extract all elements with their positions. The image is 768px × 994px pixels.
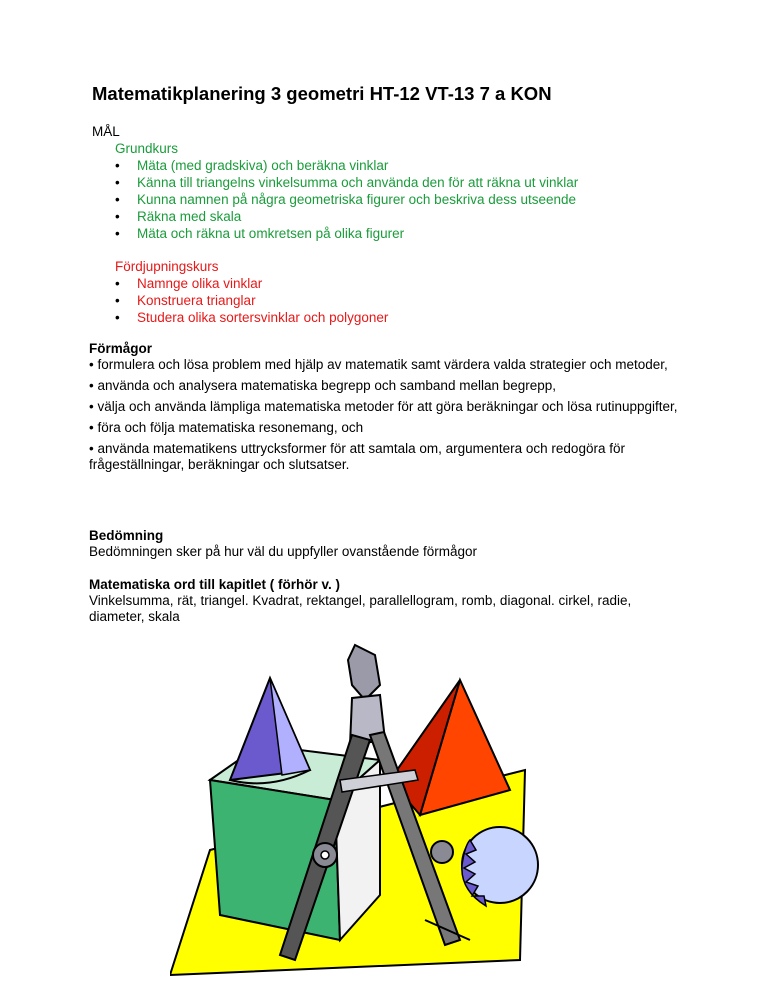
list-item: • Mäta och räkna ut omkretsen på olika figurer [115,225,578,242]
pyramid-shape [390,680,510,815]
grundkurs-list [115,157,578,242]
list-item: • Kunna namnen på några geometriska figurer och beskriva dess utseende [115,191,578,208]
formagor-item: • formulera och lösa problem med hjälp av matematik samt värdera valda strategier och metoder, [89,357,668,372]
formagor-item: • använda och analysera matematiska begrepp och samband mellan begrepp, [89,378,557,393]
list-item: • Konstruera trianglar [115,292,388,309]
ord-text: Vinkelsumma, rät, triangel. Kvadrat, rektangel, parallellogram, romb, diagonal. cirkel, radie, diameter, skala [89,593,632,624]
list-item: • Mäta (med gradskiva) och beräkna vinklar [115,157,578,174]
list-item: • Känna till triangelns vinkelsumma och använda den för att räkna ut vinklar [115,174,578,191]
sphere-shape [462,827,538,906]
grundkurs-heading: Grundkurs [115,141,179,156]
bedomning-section [89,528,689,560]
bedomning-text: Bedömningen sker på hur väl du uppfyller ovanstående förmågor [89,544,477,559]
formagor-heading: Förmågor [89,341,153,356]
fordjupning-heading: Fördjupningskurs [115,259,219,274]
fordjupning-section [115,258,388,326]
bedomning-heading: Bedömning [89,528,164,543]
ord-heading: Matematiska ord till kapitlet ( förhör v. ) [89,577,341,592]
cone-shape [230,678,310,783]
formagor-item: • föra och följa matematiska resonemang, och [89,420,364,435]
fordjupning-list [115,275,388,326]
page-title: Matematikplanering 3 geometri HT-12 VT-13 7 a KON [92,83,552,104]
formagor-item: • använda matematikens uttrycksformer för att samtala om, argumentera och redogöra för frågeställningar, beräkningar och slutsatser. [89,441,625,472]
formagor-item: • välja och använda lämpliga matematiska metoder för att göra beräkningar och lösa rutinuppgifter, [89,399,678,414]
mal-label: MÅL [92,124,120,139]
list-item: • Namnge olika vinklar [115,275,388,292]
grundkurs-section [115,140,578,242]
geometry-clipart [170,640,560,980]
formagor-section [89,341,689,478]
list-item: • Räkna med skala [115,208,578,225]
ord-section [89,577,689,625]
list-item: • Studera olika sortersvinklar och polygoner [115,309,388,326]
